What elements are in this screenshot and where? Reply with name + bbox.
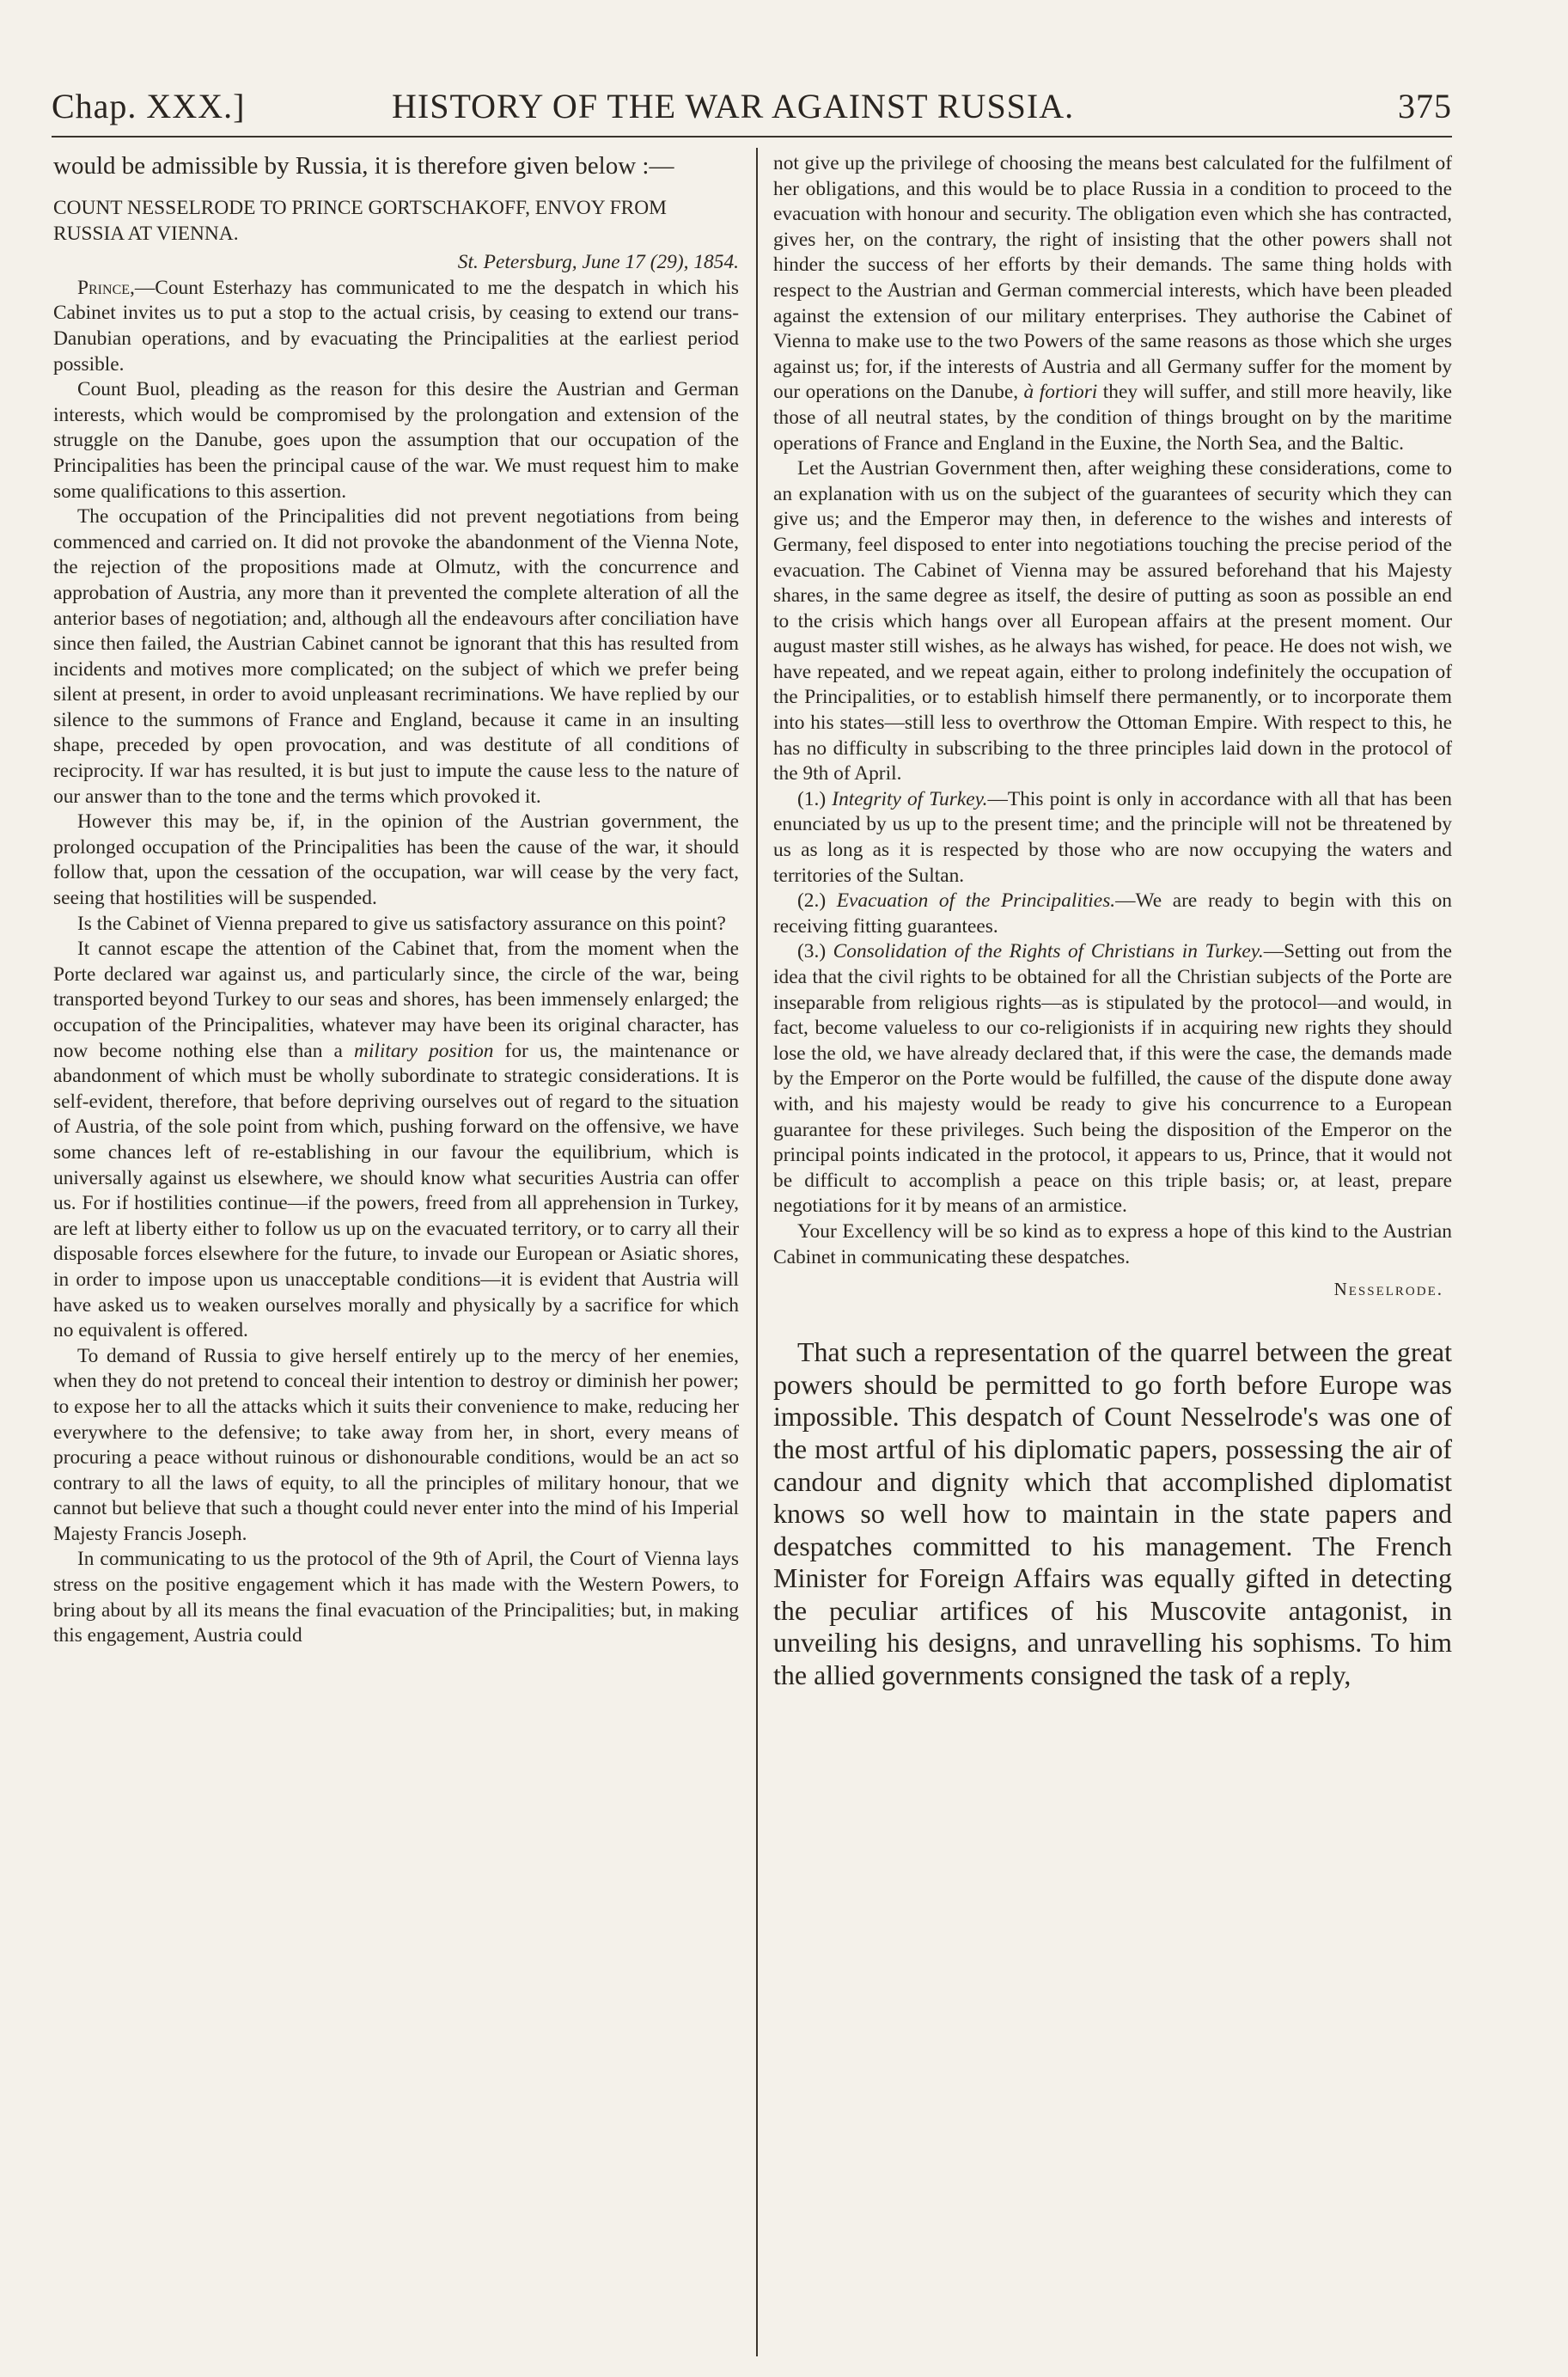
emphasis: military position <box>353 1039 494 1062</box>
narrative-paragraph: That such a representation of the quarrel between the great powers should be permitted to go forth before Europe was impossible. This despatch of Count Nesselrode's was one of the most artful of his diplomatic papers, possessing the air of candour and dignity which that accomplished diplomatist knows so well how to maintain in the state papers and despatches committed to his management. The French Minister for Foreign Affairs was equally gifted in detecting the peculiar artifices of his Muscovite antagonist, in unveiling his designs, and unravelling his sophisms. To him the allied governments consigned the task of a reply, <box>773 1336 1452 1691</box>
letter-closing: Your Excellency will be so kind as to express a hope of this kind to the Austrian Cabinet in communicating these despatches. <box>773 1219 1452 1268</box>
letter-paragraph: Let the Austrian Government then, after weighing these considerations, come to an explanation with us on the subject of the guarantees of security which they can give us; and the Emperor may then, in deference to the wishes and interests of Germany, feel disposed to enter into negotiations touching the precise period of the evacuation. The Cabinet of Vienna may be assured beforehand that his Majesty shares, in the same degree as itself, the desire of putting as soon as possible an end to the crisis which hangs over all European affairs at the present moment. Our august master still wishes, as he always has wished, for peace. He does not wish, we have repeated, and we repeat again, either to prolong indefinitely the occupation of the Principalities, or to establish himself there permanently, or to incorporate them into his states—still less to overthrow the Ottoman Empire. With respect to this, he has no difficulty in subscribing to the three principles laid down in the protocol of the 9th of April. <box>773 457 1452 785</box>
letter-signature: Nesselrode. <box>1333 1279 1443 1300</box>
principle-item <box>773 889 1452 939</box>
letter-paragraph: However this may be, if, in the opinion of the Austrian government, the prolonged occupation of the Principalities has been the cause of the war, it should follow that, upon the cessation of the occupation, war will cease by the very fact, seeing that hostilities will be suspended. <box>53 810 739 910</box>
principle-item <box>773 939 1452 1219</box>
running-title: HISTORY OF THE WAR AGAINST RUSSIA. <box>392 87 1075 125</box>
letter-paragraph-text: not give up the privilege of choosing the means best calculated for the fulfilment of her obligations, and this would be to place Russia in a condition to proceed to the evacuation with honour and security. The obligation even which she has contracted, gives her, on the contrary, the right of insisting that the other powers shall not hinder the success of her efforts by their demands. The same thing holds with respect to the Austrian and German commercial interests, which have been pleaded against the extension of our military enterprises. They authorise the Cabinet of Vienna to make use to the two Powers of the same reasons as those which she urges against us; for, if the interests of Austria and all Germany suffer for the moment by our operations on the Danube, <box>773 152 1452 404</box>
principle-title: Consolidation of the Rights of Christians in Turkey. <box>833 940 1264 963</box>
principle-number: (2.) <box>797 889 837 913</box>
left-column <box>53 151 739 1649</box>
letter-paragraph-text: they will suffer, and still more heavily, like those of all neutral states, by the condition of things brought on by the maritime operations of France and England in the Euxine, the North Sea, and the Baltic. <box>773 381 1452 455</box>
letter-paragraph: To demand of Russia to give herself entirely up to the mercy of her enemies, when they do not pretend to conceal their intention to destroy or diminish her power; to expose her to all the attacks which it suits their convenience to make, reducing her everywhere to the defensive; to take away from her, in short, every means of procuring a peace without ruinous or dishonourable conditions, would be an act so contrary to all the laws of equity, to all the principles of military honour, that we cannot but believe that such a thought could never enter into the mind of his Imperial Majesty Francis Joseph. <box>53 1344 739 1545</box>
letter-paragraph <box>53 937 739 1344</box>
emphasis: à fortiori <box>1023 381 1098 404</box>
letter-title: COUNT NESSELRODE TO PRINCE GORTSCHAKOFF, ENVOY FROM RUSSIA AT VIENNA. <box>53 197 667 245</box>
right-column <box>773 151 1452 1720</box>
letter-paragraph: In communicating to us the protocol of the 9th of April, the Court of Vienna lays stress on the positive engagement which it has made with the Western Powers, to bring about by all its means the final evacuation of the Principalities; but, in making this engagement, Austria could <box>53 1548 739 1647</box>
chapter-label: Chap. XXX.] <box>52 87 246 125</box>
letter-paragraph: The occupation of the Principalities did not prevent negotiations from being commenced and carried on. It did not provoke the abandonment of the Vienna Note, the rejection of the propositions made at Olmutz, with the concurrence and approbation of Austria, any more than it prevented the complete alteration of all the anterior bases of negotiation; and, although all the endeavours after conciliation have since then failed, the Austrian Cabinet cannot be ignorant that this has resulted from incidents and motives more complicated; on the subject of which we prefer being silent at present, in order to avoid unpleasant recriminations. We have replied by our silence to the summons of France and England, because it came in an insulting shape, preceded by open provocation, and was destitute of all conditions of reciprocity. If war has resulted, it is but just to impute the cause less to the nature of our answer than to the tone and the terms which provoked it. <box>53 505 739 808</box>
principle-title: Evacuation of the Principalities. <box>836 889 1116 913</box>
letter-paragraph-text: —Count Esterhazy has communicated to me the despatch in which his Cabinet invites us to put a stop to the actual crisis, by ceasing to extend our trans-Danubian operations, and by evacuating the Principalities at the earliest period possible. <box>53 276 739 376</box>
letter-paragraph <box>773 151 1452 456</box>
letter-paragraph <box>53 276 739 377</box>
principle-text: —We are ready to begin with this on receiving fitting guarantees. <box>773 889 1452 938</box>
principle-text: —This point is only in accordance with all that has been enunciated by us up to the present time; and the principle will not be threatened by us as long as it is respected by those who are now occupying the waters and territories of the Sultan. <box>773 787 1452 887</box>
principle-number: (3.) <box>797 940 833 963</box>
principle-number: (1.) <box>797 787 833 810</box>
principle-item <box>773 787 1452 889</box>
column-divider <box>756 148 758 2356</box>
letter-dateline: St. Petersburg, June 17 (29), 1854. <box>457 251 739 274</box>
letter-paragraph: Count Buol, pleading as the reason for this desire the Austrian and German interests, which would be compromised by the prolongation and extension of the struggle on the Danube, goes upon the assumption that our occupation of the Principalities has been the principal cause of the war. We must request him to make some qualifications to this assertion. <box>53 378 739 503</box>
page-number: 375 <box>1398 87 1452 125</box>
salutation: Prince, <box>77 276 135 299</box>
intro-text: would be admissible by Russia, it is therefore given below :— <box>53 152 674 180</box>
header-rule <box>52 136 1452 137</box>
letter-paragraph-text: for us, the maintenance or abandonment of which must be wholly subordinate to strategic considerations. It is self-evident, therefore, that before depriving ourselves out of regard to the situation of Austria, of the sole point from which, pushing forward on the offensive, we have some chances left of re-establishing in our favour the equilibrium, which is universally against us elsewhere, we should know what securities Austria can offer us. For if hostilities continue—if the powers, freed from all apprehension in Turkey, are left at liberty either to follow us up on the evacuated territory, or to carry all their disposable forces elsewhere for the future, to invade our European or Asiatic shores, in order to impose upon us unacceptable conditions—it is evident that Austria will have asked us to weaken ourselves morally and physically by a sacrifice for which no equivalent is offered. <box>53 1039 740 1342</box>
running-header <box>52 86 1452 131</box>
letter-paragraph-text: It cannot escape the attention of the Cabinet that, from the moment when the Porte declared war against us, and particularly since, the circle of the war, being transported beyond Turkey to our seas and shores, has been immensely enlarged; the occupation of the Principalities, whatever may have been its original character, has now become nothing else than a <box>53 938 739 1062</box>
principle-title: Integrity of Turkey. <box>832 787 988 810</box>
principle-text: —Setting out from the idea that the civil rights to be obtained for all the Christian subjects of the Porte are inseparable from religious rights—as is stipulated by the protocol—and would, in fact, become valueless to our co-religionists if in acquiring new rights they should lose the old, we have already declared that, if this were the case, the demands made by the Emperor on the Porte would be fulfilled, the cause of the dispute done away with, and his majesty would be ready to give his concurrence to a European guarantee for these privileges. Such being the disposition of the Emperor on the principal points indicated in the protocol, it appears to us, Prince, that it would not be difficult to accomplish a peace on this triple basis; or, at least, prepare negotiations for it by means of an armistice. <box>773 940 1452 1218</box>
letter-paragraph: Is the Cabinet of Vienna prepared to give us satisfactory assurance on this point? <box>77 912 726 935</box>
